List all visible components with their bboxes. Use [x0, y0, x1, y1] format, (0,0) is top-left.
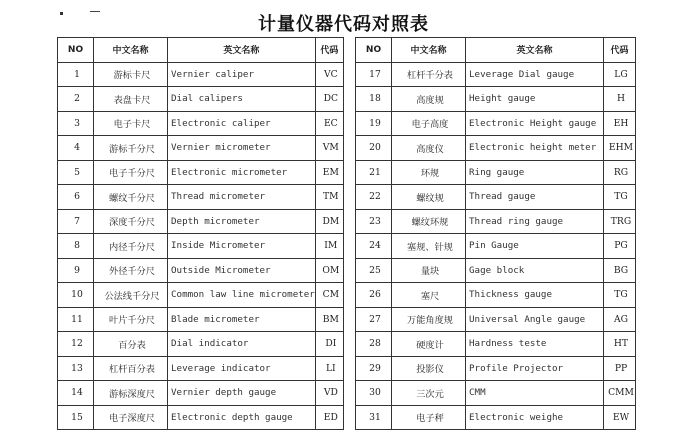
- code-cell: DM: [315, 209, 343, 234]
- row-number: 15: [58, 405, 94, 430]
- chinese-name-cell: 电子千分尺: [94, 160, 168, 185]
- chinese-name-cell: 公法线千分尺: [94, 283, 168, 308]
- chinese-name-cell: 杠杆百分表: [94, 356, 168, 381]
- english-name-cell: Electronic height meter: [466, 136, 604, 161]
- english-name-cell: Depth micrometer: [168, 209, 316, 234]
- table-row: [58, 381, 344, 406]
- table-row: [356, 258, 636, 283]
- english-name-cell: Hardness teste: [466, 332, 604, 357]
- english-name-cell: Thread ring gauge: [466, 209, 604, 234]
- code-cell: TG: [604, 283, 636, 308]
- header-no: NO: [356, 38, 392, 63]
- chinese-name-cell: 高度规: [392, 87, 466, 112]
- chinese-name-cell: 百分表: [94, 332, 168, 357]
- row-number: 31: [356, 405, 392, 430]
- row-number: 8: [58, 234, 94, 259]
- chinese-name-cell: 游标千分尺: [94, 136, 168, 161]
- code-cell: EM: [315, 160, 343, 185]
- row-number: 14: [58, 381, 94, 406]
- english-name-cell: Leverage Dial gauge: [466, 62, 604, 87]
- chinese-name-cell: 高度仪: [392, 136, 466, 161]
- code-cell: ED: [315, 405, 343, 430]
- header-cn-name: 中文名称: [94, 38, 168, 63]
- header-code: 代码: [315, 38, 343, 63]
- code-cell: CMM: [604, 381, 636, 406]
- table-row: [58, 62, 344, 87]
- table-row: [356, 87, 636, 112]
- row-number: 11: [58, 307, 94, 332]
- header-code: 代码: [604, 38, 636, 63]
- table-row: [58, 356, 344, 381]
- english-name-cell: Common law line micrometer: [168, 283, 316, 308]
- english-name-cell: Thread micrometer: [168, 185, 316, 210]
- row-number: 24: [356, 234, 392, 259]
- english-name-cell: Gage block: [466, 258, 604, 283]
- english-name-cell: Vernier micrometer: [168, 136, 316, 161]
- row-number: 2: [58, 87, 94, 112]
- code-cell: LI: [315, 356, 343, 381]
- code-cell: VD: [315, 381, 343, 406]
- code-cell: EHM: [604, 136, 636, 161]
- table-row: [356, 111, 636, 136]
- table-row: [356, 234, 636, 259]
- row-number: 25: [356, 258, 392, 283]
- code-cell: TG: [604, 185, 636, 210]
- page-title: 计量仪器代码对照表: [258, 14, 429, 35]
- header-no: NO: [58, 38, 94, 63]
- code-cell: HT: [604, 332, 636, 357]
- chinese-name-cell: 投影仪: [392, 356, 466, 381]
- chinese-name-cell: 螺纹千分尺: [94, 185, 168, 210]
- row-number: 6: [58, 185, 94, 210]
- english-name-cell: Thickness gauge: [466, 283, 604, 308]
- row-number: 10: [58, 283, 94, 308]
- chinese-name-cell: 叶片千分尺: [94, 307, 168, 332]
- row-number: 28: [356, 332, 392, 357]
- chinese-name-cell: 内径千分尺: [94, 234, 168, 259]
- row-number: 7: [58, 209, 94, 234]
- row-number: 29: [356, 356, 392, 381]
- code-cell: TM: [315, 185, 343, 210]
- table-row: [356, 405, 636, 430]
- english-name-cell: Electronic weighe: [466, 405, 604, 430]
- english-name-cell: Blade micrometer: [168, 307, 316, 332]
- row-number: 4: [58, 136, 94, 161]
- chinese-name-cell: 游标卡尺: [94, 62, 168, 87]
- chinese-name-cell: 螺纹环规: [392, 209, 466, 234]
- table-row: [58, 283, 344, 308]
- table-row: [58, 185, 344, 210]
- row-number: 17: [356, 62, 392, 87]
- chinese-name-cell: 量块: [392, 258, 466, 283]
- header-en-name: 英文名称: [168, 38, 316, 63]
- table-row: [58, 136, 344, 161]
- chinese-name-cell: 塞尺: [392, 283, 466, 308]
- english-name-cell: Pin Gauge: [466, 234, 604, 259]
- table-row: [58, 405, 344, 430]
- english-name-cell: Vernier depth gauge: [168, 381, 316, 406]
- table-row: [356, 62, 636, 87]
- chinese-name-cell: 硬度计: [392, 332, 466, 357]
- table-row: [58, 234, 344, 259]
- row-number: 23: [356, 209, 392, 234]
- chinese-name-cell: 游标深度尺: [94, 381, 168, 406]
- english-name-cell: Universal Angle gauge: [466, 307, 604, 332]
- table-row: [58, 332, 344, 357]
- english-name-cell: Inside Micrometer: [168, 234, 316, 259]
- english-name-cell: Electronic Height gauge: [466, 111, 604, 136]
- header-cn-name: 中文名称: [392, 38, 466, 63]
- code-cell: LG: [604, 62, 636, 87]
- table-row: [58, 307, 344, 332]
- chinese-name-cell: 电子高度: [392, 111, 466, 136]
- table-row: [356, 307, 636, 332]
- left-header-row: [58, 38, 344, 63]
- row-number: 30: [356, 381, 392, 406]
- english-name-cell: Electronic micrometer: [168, 160, 316, 185]
- chinese-name-cell: 电子卡尺: [94, 111, 168, 136]
- code-cell: CM: [315, 283, 343, 308]
- code-cell: RG: [604, 160, 636, 185]
- table-row: [356, 356, 636, 381]
- chinese-name-cell: 杠杆千分表: [392, 62, 466, 87]
- code-cell: OM: [315, 258, 343, 283]
- header-en-name: 英文名称: [466, 38, 604, 63]
- code-cell: BG: [604, 258, 636, 283]
- right-header-row: [356, 38, 636, 63]
- code-cell: EW: [604, 405, 636, 430]
- table-row: [356, 209, 636, 234]
- row-number: 13: [58, 356, 94, 381]
- english-name-cell: Vernier caliper: [168, 62, 316, 87]
- table-row: [58, 160, 344, 185]
- chinese-name-cell: 三次元: [392, 381, 466, 406]
- row-number: 18: [356, 87, 392, 112]
- code-cell: PG: [604, 234, 636, 259]
- chinese-name-cell: 万能角度规: [392, 307, 466, 332]
- table-row: [58, 87, 344, 112]
- row-number: 3: [58, 111, 94, 136]
- chinese-name-cell: 电子深度尺: [94, 405, 168, 430]
- english-name-cell: Thread gauge: [466, 185, 604, 210]
- table-row: [356, 381, 636, 406]
- english-name-cell: Electronic depth gauge: [168, 405, 316, 430]
- row-number: 9: [58, 258, 94, 283]
- english-name-cell: Profile Projector: [466, 356, 604, 381]
- chinese-name-cell: 环规: [392, 160, 466, 185]
- english-name-cell: Dial calipers: [168, 87, 316, 112]
- chinese-name-cell: 深度千分尺: [94, 209, 168, 234]
- code-cell: EH: [604, 111, 636, 136]
- table-row: [58, 209, 344, 234]
- code-cell: DC: [315, 87, 343, 112]
- english-name-cell: Ring gauge: [466, 160, 604, 185]
- table-row: [58, 111, 344, 136]
- code-cell: IM: [315, 234, 343, 259]
- chinese-name-cell: 电子秤: [392, 405, 466, 430]
- code-cell: TRG: [604, 209, 636, 234]
- english-name-cell: Dial indicator: [168, 332, 316, 357]
- english-name-cell: Outside Micrometer: [168, 258, 316, 283]
- english-name-cell: Electronic caliper: [168, 111, 316, 136]
- code-cell: PP: [604, 356, 636, 381]
- table-row: [58, 258, 344, 283]
- row-number: 1: [58, 62, 94, 87]
- code-cell: BM: [315, 307, 343, 332]
- code-cell: VM: [315, 136, 343, 161]
- chinese-name-cell: 外径千分尺: [94, 258, 168, 283]
- left-code-table: [57, 37, 344, 430]
- right-code-table: [355, 37, 636, 430]
- row-number: 19: [356, 111, 392, 136]
- row-number: 20: [356, 136, 392, 161]
- table-row: [356, 185, 636, 210]
- row-number: 5: [58, 160, 94, 185]
- code-cell: DI: [315, 332, 343, 357]
- chinese-name-cell: 表盘卡尺: [94, 87, 168, 112]
- table-row: [356, 332, 636, 357]
- code-cell: EC: [315, 111, 343, 136]
- chinese-name-cell: 螺纹规: [392, 185, 466, 210]
- chinese-name-cell: 塞规、针规: [392, 234, 466, 259]
- code-cell: AG: [604, 307, 636, 332]
- row-number: 12: [58, 332, 94, 357]
- table-row: [356, 136, 636, 161]
- table-row: [356, 160, 636, 185]
- english-name-cell: Height gauge: [466, 87, 604, 112]
- row-number: 27: [356, 307, 392, 332]
- row-number: 26: [356, 283, 392, 308]
- english-name-cell: Leverage indicator: [168, 356, 316, 381]
- code-cell: VC: [315, 62, 343, 87]
- code-cell: H: [604, 87, 636, 112]
- row-number: 22: [356, 185, 392, 210]
- table-row: [356, 283, 636, 308]
- english-name-cell: CMM: [466, 381, 604, 406]
- row-number: 21: [356, 160, 392, 185]
